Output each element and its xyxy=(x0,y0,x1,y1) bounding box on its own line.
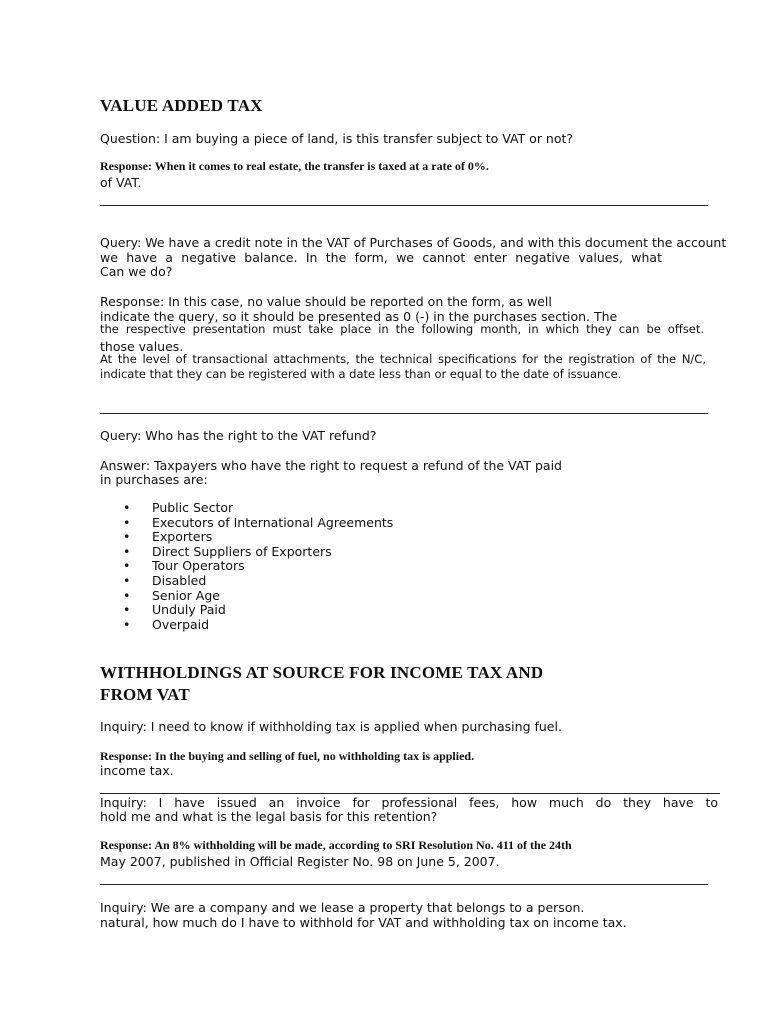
wh-q2-response: Response: An 8% withholding will be made, according to SRI Resolution No. 411 of the 24th xyxy=(100,838,572,852)
wh-q3-inquiry-line2: natural, how much do I have to withhold for VAT and withholding tax on income tax. xyxy=(100,915,627,930)
section-heading-vat: VALUE ADDED TAX xyxy=(100,96,263,115)
bullet-icon: • xyxy=(123,500,131,515)
wh-q2-inquiry-line1: Inquiry: I have issued an invoice for professional fees, how much do they have to xyxy=(100,795,718,810)
vat-q3-answer-line2: in purchases are: xyxy=(100,472,208,487)
bullet-icon: • xyxy=(123,529,131,545)
vat-q2-line2: we have a negative balance. In the form, we cannot enter negative values, what xyxy=(100,250,662,265)
wh-q2-response-cont: May 2007, published in Official Register No. 98 on June 5, 2007. xyxy=(100,854,500,869)
bullet-icon: • xyxy=(123,602,131,618)
wh-q1-response: Response: In the buying and selling of fuel, no withholding tax is applied. xyxy=(100,749,475,763)
vat-q1-response-cont: of VAT. xyxy=(100,175,142,190)
vat-q2-resp6: indicate that they can be registered with a date less than or equal to the date of issuance. xyxy=(100,367,622,381)
vat-q2-resp3: the respective presentation must take place in the following month, in which they can be offset. xyxy=(100,322,704,336)
vat-q2-line3: Can we do? xyxy=(100,264,173,279)
vat-q2-resp4: those values. xyxy=(100,339,184,354)
bullet-icon: • xyxy=(123,514,131,530)
vat-q1-response: Response: When it comes to real estate, the transfer is taxed at a rate of 0%. xyxy=(100,159,489,173)
section-heading-withholdings-line1: WITHHOLDINGS AT SOURCE FOR INCOME TAX AND xyxy=(100,663,544,682)
bullet-icon: • xyxy=(123,558,131,574)
divider xyxy=(100,413,708,414)
wh-q1-response-cont: income tax. xyxy=(100,763,174,778)
vat-q1-question: Question: I am buying a piece of land, is this transfer subject to VAT or not? xyxy=(100,131,574,146)
bullet-icon: • xyxy=(123,587,131,603)
vat-q2-line1: Query: We have a credit note in the VAT of Purchases of Goods, and with this document the account xyxy=(100,235,727,250)
wh-q2-inquiry-line2: hold me and what is the legal basis for this retention? xyxy=(100,809,438,824)
document-page: VALUE ADDED TAX Question: I am buying a piece of land, is this transfer subject to VAT or not? Response: When it comes to real estate, the transfer is taxed at a rate of 0%. of VAT. Query: We have a credit note in the VAT of Purchases of Goods, and with this document the account we have a negative balance. In the form, we cannot enter negative values, what Can we do? Response: In this case, no value should be reported on the form, as well indicate the query, so it should be presented as 0 (-) in the purchases section. The the respective presentation must take place in the following month, in which they can be offset. those values. At the level of transactional attachments, the technical specifications for the registration of the N/C, indicate that they can be registered with a date less than or equal to the date of issuance. Query: Who has the right to the VAT refund? Answer: Taxpayers who have the right to request a refund of the VAT paid in purchases are: • Public Sector • Executors of International Agreements • Exporters • Direct Suppliers of Exporters • Tour Operators • Disabled • Senior Age • Unduly Paid • Overpaid WITHHOLDINGS AT SOURCE FOR INCOME TAX AND FROM VAT Inquiry: I need to know if withholding tax is applied when purchasing fuel. Response: In the buying and selling of fuel, no withholding tax is applied. income tax. Inquiry: I have issued an invoice for professional fees, how much do they have to hold me and what is the legal basis for this retention? Response: An 8% withholding will be made, according to SRI Resolution No. 411 of the 24th May 2007, published in Official Register No. 98 on June 5, 2007. Inquiry: We are a company and we lease a property that belongs to a person. natural, how much do I have to withhold for VAT and withholding tax on income tax. xyxy=(100,96,727,930)
section-heading-withholdings-line2: FROM VAT xyxy=(100,685,190,704)
bullet-icon: • xyxy=(123,616,131,632)
bullet-icon: • xyxy=(123,543,131,559)
wh-q3-inquiry-line1: Inquiry: We are a company and we lease a property that belongs to a person. xyxy=(100,900,585,915)
vat-q3-answer-line1: Answer: Taxpayers who have the right to request a refund of the VAT paid xyxy=(100,458,562,473)
divider xyxy=(100,884,708,885)
wh-q1-inquiry: Inquiry: I need to know if withholding tax is applied when purchasing fuel. xyxy=(100,719,562,734)
divider xyxy=(100,793,720,794)
divider xyxy=(100,205,708,206)
vat-q2-resp1: Response: In this case, no value should be reported on the form, as well xyxy=(100,294,552,309)
bullet-icon: • xyxy=(123,572,131,588)
vat-q2-resp2: indicate the query, so it should be presented as 0 (-) in the purchases section. The xyxy=(100,309,618,324)
vat-q3-query: Query: Who has the right to the VAT refund? xyxy=(100,428,377,443)
vat-q2-resp5: At the level of transactional attachments, the technical specifications for the registration of the N/C, xyxy=(100,352,706,366)
